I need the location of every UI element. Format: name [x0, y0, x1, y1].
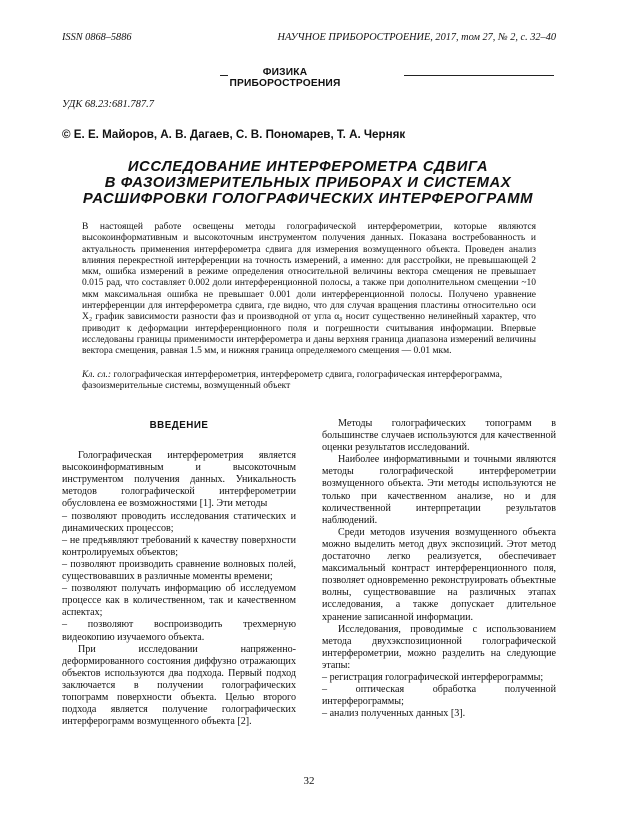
paragraph: Методы голографических топограмм в большинстве случаев используются для качественной оценки результатов исследований. — [322, 418, 556, 454]
paragraph: Исследования, проводимые с использованием метода двухэкспозиционной голографической интерферометрии, можно разделить на следующие этапы: — [322, 623, 556, 671]
abstract: В настоящей работе освещены методы голографической интерферометрии, которые являются высокоинформативным и высокоточным инструментом получения данных. Показана востребованность и актуальность применения интерферометра сдвига для измерения возмущенного объекта. Проведен анализ влияния перекрестной интерференции на точность измерений, а именно: для расстройки, не превышающей 2 мкм, ошибка измерений в режиме определения относительной величины вектора смещения не превышает 0.015 рад, что составляет 0.002 доли интерференционной полосы, а также при дополнительном смещении ~10 мкм максимальная ошибка не превышает 0.001 доли интерференционной полосы. Получено уравнение интерференции для интерферометра сдвига, где видно, что для случая вращения пластины относительно оси X₂ график зависимости разности фаз и производной от угла α₀ носит существенно нелинейный характер, что приводит к деформации интерференционного поля и погрешности считывания информации. Впервые исследованы границы применимости интерферометра и даны верхняя граница диапазона измерений величины вектора смещения, равная 1.5 мм, и нижняя граница определяемого смещения — 0.01 мкм. — [82, 222, 536, 357]
keywords-text: голографическая интерферометрия, интерферометр сдвига, голографическая интерферограмма, фазоизмерительные системы, возмущенный объект — [82, 370, 503, 392]
journal-citation: НАУЧНОЕ ПРИБОРОСТРОЕНИЕ, 2017, том 27, № 2, с. 32–40 — [277, 32, 556, 43]
paragraph: При исследовании напряженно-деформированного состояния диффузно отражающих объектов используются два подхода. Первый подход заключается в получении голографических топограмм поверхности объекта. Целью второго подхода является получение голографических интерферограмм возмущенного объекта [2]. — [62, 643, 296, 728]
right-column — [322, 418, 556, 720]
issn-label: ISSN 0868–5886 — [62, 32, 132, 43]
paragraph: Среди методов изучения возмущенного объекта можно выделить метод двух экспозиций. Этот метод достаточно легко реализуется, обеспечивает максимальный контраст интерференционного поля, позволяет одновременно реконструировать объектные волны, существовавшие на различных этапах исследования, а также допускает длительное хранение записанной информации. — [322, 526, 556, 623]
list-item: – позволяют воспроизводить трехмерную видеокопию изучаемого объекта. — [62, 619, 296, 643]
paragraph: Голографическая интерферометрия является высокоинформативным и высокоточным инструментом получения данных. Уникальность методов голографической интерферометрии обусловлена ее возможностями [1]. Эти методы — [62, 450, 296, 510]
article-title — [62, 160, 554, 207]
list-item: – анализ полученных данных [3]. — [322, 708, 466, 720]
section-divider-right-line — [404, 75, 554, 76]
left-column — [62, 420, 296, 728]
list-item: – позволяют производить сравнение волновых полей, существовавших в различные моменты времени; — [62, 558, 296, 583]
udk-code: УДК 68.23:681.787.7 — [62, 99, 155, 110]
article-title-line: ИССЛЕДОВАНИЕ ИНТЕРФЕРОМЕТРА СДВИГА — [127, 159, 489, 175]
article-title-line: В ФАЗОИЗМЕРИТЕЛЬНЫХ ПРИБОРАХ И СИСТЕМАХ — [104, 174, 512, 191]
intro-heading: ВВЕДЕНИЕ — [149, 420, 209, 431]
section-title: ФИЗИКА ПРИБОРОСТРОЕНИЯ — [229, 67, 341, 89]
keywords-label: Кл. сл.: — [82, 370, 112, 380]
list-item: – позволяют получать информацию об исследуемом процессе как в количественном, так и качественном аспектах; — [62, 583, 296, 619]
keywords — [82, 370, 536, 393]
authors-line: © Е. Е. Майоров, А. В. Дагаев, С. В. Пономарев, Т. А. Черняк — [62, 128, 406, 141]
article-title-line: РАСШИФРОВКИ ГОЛОГРАФИЧЕСКИХ ИНТЕРФЕРОГРАММ — [82, 190, 534, 207]
list-item: – позволяют проводить исследования статических и динамических процессов; — [62, 510, 296, 534]
list-item: – регистрация голографической интерферограммы; — [322, 671, 544, 683]
paragraph: Наиболее информативными и точными являются методы голографической интерферометрии возмущенного объекта. Эти методы используются не только при качественном анализе, но и для количественной интерпретации результатов наблюдений. — [322, 454, 556, 526]
list-item: – оптическая обработка полученной интерферограммы; — [322, 684, 556, 708]
list-item: – не предъявляют требований к качеству поверхности контролируемых объектов; — [62, 534, 296, 558]
page-number: 32 — [303, 775, 315, 787]
